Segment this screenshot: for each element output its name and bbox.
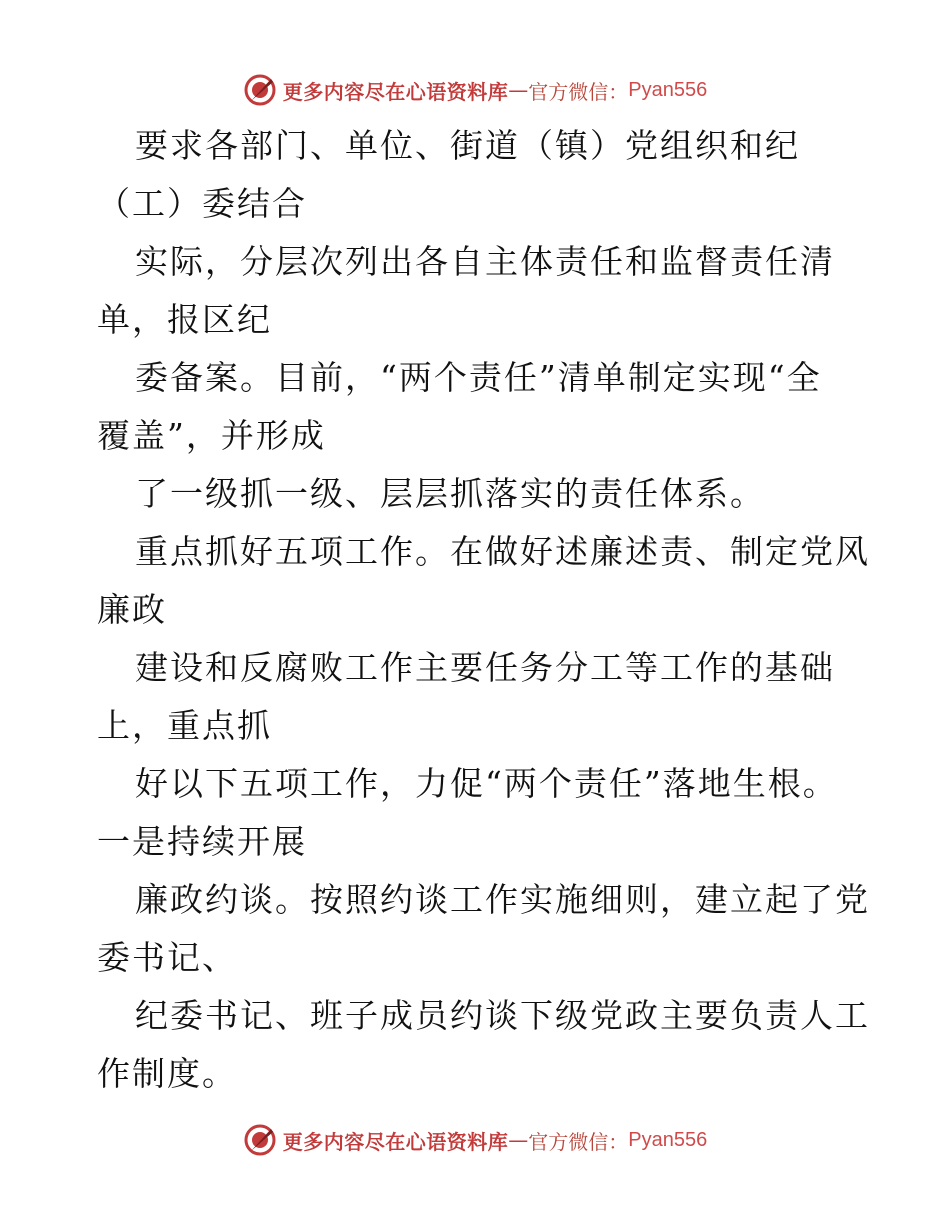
banner-handle: Pyan556 [628, 78, 708, 101]
text-line: 了一级抓一级、层层抓落实的责任体系。 [135, 474, 765, 513]
quill-seal-icon [243, 73, 277, 107]
text-line: 委书记、 [97, 938, 237, 977]
text-line: 一是持续开展 [97, 822, 307, 861]
text-line: 廉政约谈。按照约谈工作实施细则，建立起了党 [135, 880, 870, 919]
text-line: （工）委结合 [97, 184, 307, 223]
text-line: 好以下五项工作，力促“两个责任”落地生根。 [135, 764, 838, 803]
text-line: 单，报区纪 [97, 300, 272, 339]
text-line: 要求各部门、单位、街道（镇）党组织和纪 [135, 126, 800, 165]
document-body [97, 117, 870, 1103]
text-line: 廉政 [97, 590, 167, 629]
quill-seal-icon [243, 1123, 277, 1157]
text-line: 覆盖”，并形成 [97, 416, 326, 455]
banner-brand: 更多内容尽在心语资料库 [282, 1129, 509, 1154]
banner-brand: 更多内容尽在心语资料库 [282, 79, 509, 104]
banner-separator: — [508, 1128, 529, 1152]
text-line: 委备案。目前，“两个责任”清单制定实现“全 [135, 358, 822, 397]
banner-separator: — [508, 78, 529, 102]
footer-watermark-banner [0, 1120, 950, 1160]
text-line: 作制度。 [97, 1054, 237, 1093]
text-line: 纪委书记、班子成员约谈下级党政主要负责人工 [135, 996, 870, 1035]
banner-label: 官方微信： [528, 1129, 629, 1154]
text-line: 重点抓好五项工作。在做好述廉述责、制定党风 [135, 532, 870, 571]
text-line: 建设和反腐败工作主要任务分工等工作的基础 [135, 648, 835, 687]
header-watermark-banner [0, 70, 950, 110]
banner-label: 官方微信： [528, 79, 629, 104]
text-line: 上，重点抓 [97, 706, 272, 745]
banner-handle: Pyan556 [628, 1128, 708, 1151]
text-line: 实际，分层次列出各自主体责任和监督责任清 [135, 242, 835, 281]
